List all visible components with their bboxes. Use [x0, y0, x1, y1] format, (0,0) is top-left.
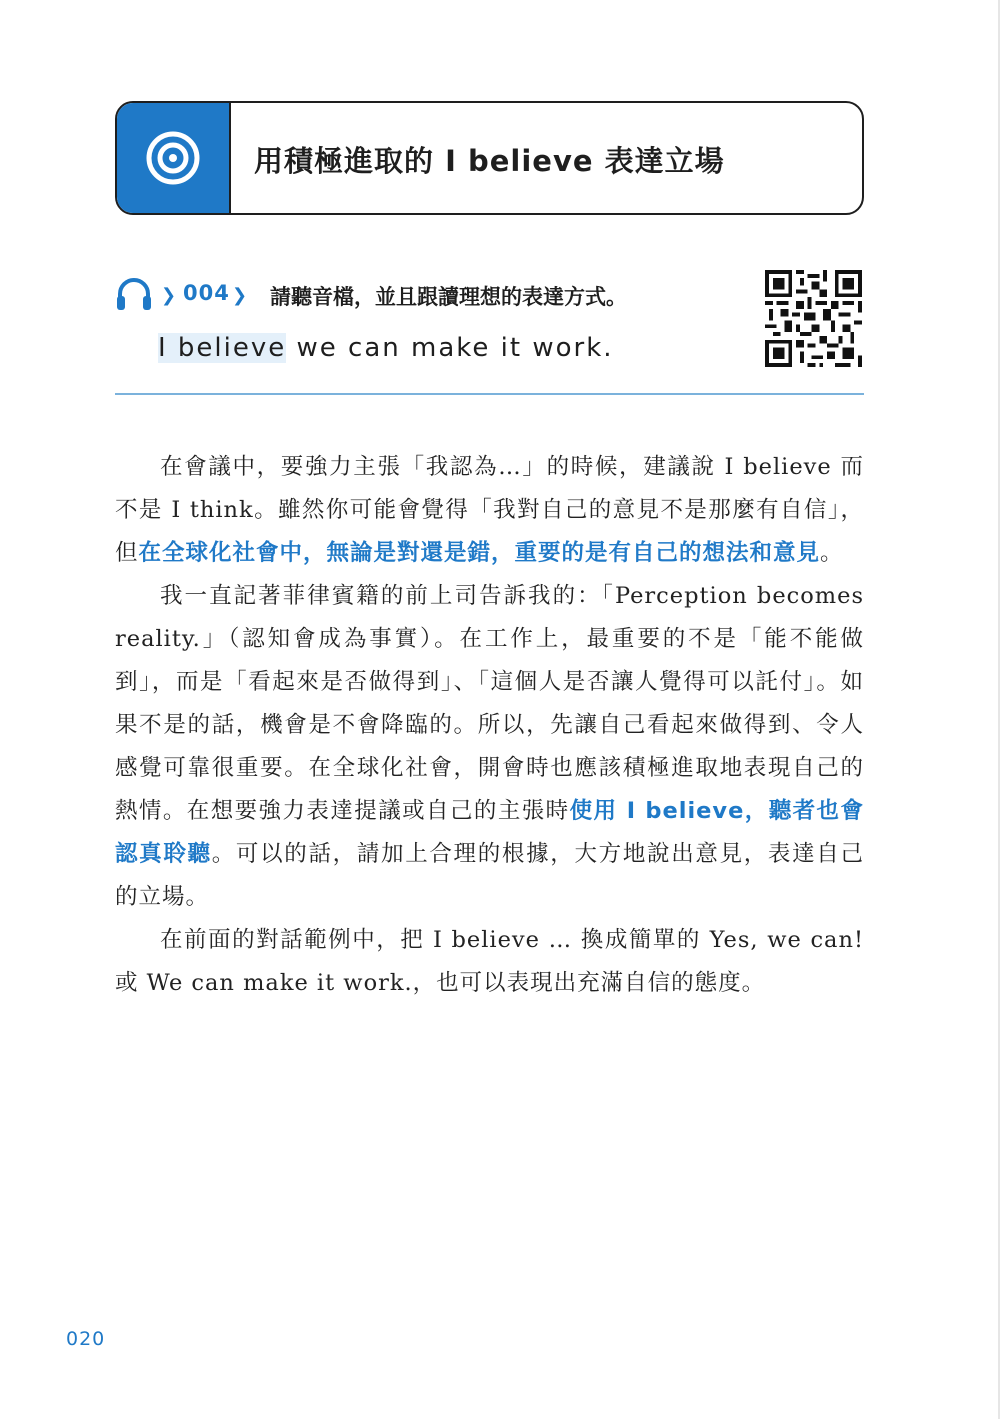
paragraph-3: 在前面的對話範例中，把 I believe … 換成簡單的 Yes, we can! 或 We can make it work.，也可以表現出充滿自信的態度。	[115, 927, 864, 996]
emphasis-text: 使用 I believe，聽者也會認真聆聽	[115, 798, 864, 867]
audio-instruction: 請聽音檔，並且跟讀理想的表達方式。	[270, 285, 627, 309]
body-text	[115, 446, 864, 1005]
example-rest: we can make it work.	[286, 333, 614, 363]
page-number: 020	[66, 1328, 106, 1350]
paragraph-2: 我一直記著菲律賓籍的前上司告訴我的：「Perception becomes reality.」（認知會成為事實）。在工作上，最重要的不是「能不能做到」，而是「看起來是否做得到」、「這個人是否讓人覺得可以託付」。如果不是的話，機會是不會降臨的。所以，先讓自己看起來做得到、令人感覺可靠很重要。在全球化社會，開會時也應該積極進取地表現自己的熱情。在想要強力表達提議或自己的主張時使用 I believe，聽者也會認真聆聽。可以的話，請加上合理的根據，大方地說出意見，表達自己的立場。	[115, 583, 864, 910]
qr-code-icon[interactable]	[765, 270, 862, 367]
example-sentence	[158, 333, 614, 363]
audio-track-number: 004	[183, 281, 230, 305]
chevron-right-icon: ❯	[161, 285, 177, 306]
header-icon-block	[117, 103, 231, 213]
target-icon	[145, 130, 201, 186]
section-divider	[115, 393, 864, 395]
highlighted-phrase: I believe	[158, 333, 287, 363]
section-header	[115, 101, 864, 215]
chevron-right-icon: ❯	[232, 285, 248, 306]
section-title: 用積極進取的 I believe 表達立場	[254, 144, 725, 178]
emphasis-text: 在全球化社會中，無論是對還是錯，重要的是有自己的想法和意見	[138, 540, 821, 566]
paragraph-1: 在會議中，要強力主張「我認為…」的時候，建議說 I believe 而不是 I think。雖然你可能會覺得「我對自己的意見不是那麼有自信」，但在全球化社會中，無論是對還是錯，重要的是有自己的想法和意見。	[115, 454, 864, 566]
audio-instruction-row	[115, 276, 735, 312]
headphones-icon[interactable]	[115, 276, 153, 312]
